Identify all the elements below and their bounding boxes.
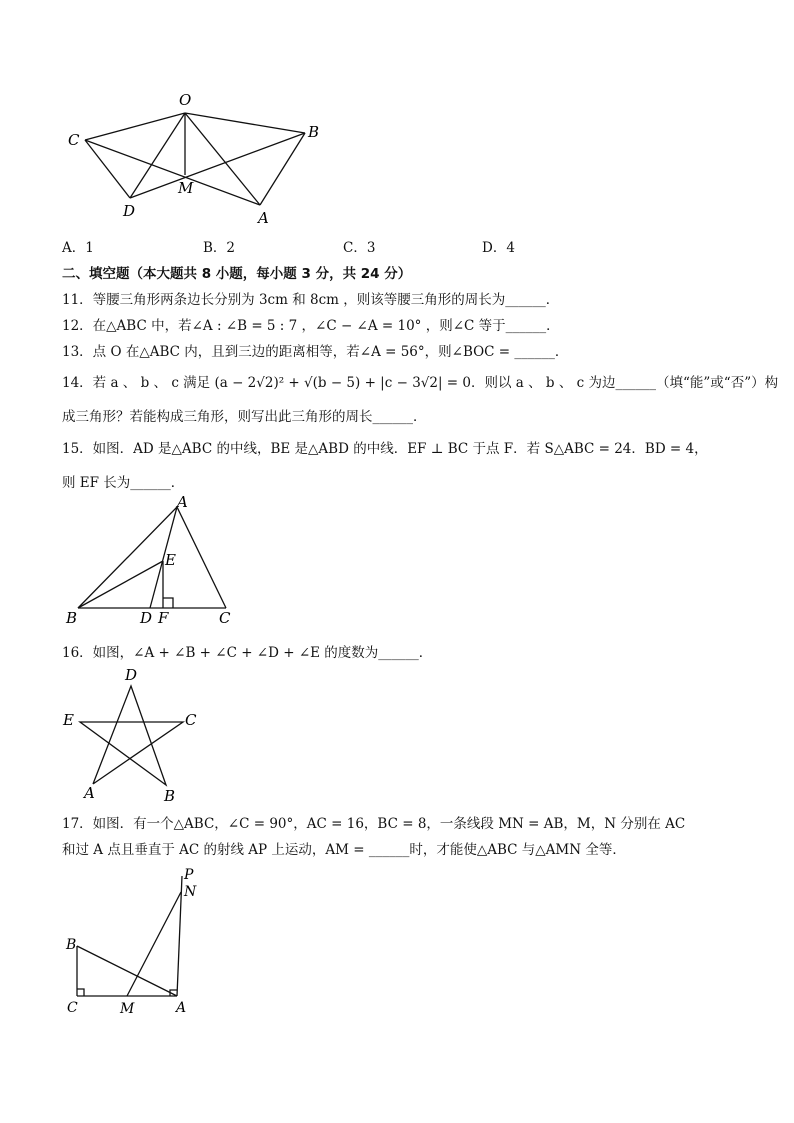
question-11: 11．等腰三角形两条边长分别为 3cm 和 8cm ，则该等腰三角形的周长为______． xyxy=(62,292,560,308)
figure-q15 xyxy=(62,495,247,630)
question-13: 13．点 O 在△ABC 内，且到三边的距离相等，若∠A = 56°，则∠BOC = ______． xyxy=(62,344,569,360)
figure-q10 xyxy=(55,85,340,230)
label-P: P xyxy=(184,867,194,883)
question-15-line1: 15．如图．AD 是△ABC 的中线，BE 是△ABD 的中线．EF ⊥ BC 于点 F．若 S△ABC = 24．BD = 4， xyxy=(62,441,708,457)
label-B: B xyxy=(66,609,78,627)
label-D: D xyxy=(125,666,138,684)
question-12: 12．在△ABC 中，若∠A : ∠B = 5 : 7 ，∠C − ∠A = 10° ，则∠C 等于______． xyxy=(62,318,560,334)
label-A: A xyxy=(258,209,269,227)
question-17-line2: 和过 A 点且垂直于 AC 的射线 AP 上运动，AM = ______时，才能使△ABC 与△AMN 全等． xyxy=(62,842,626,858)
option-c: C．3 xyxy=(343,240,376,256)
label-F: F xyxy=(158,609,169,627)
label-C: C xyxy=(68,131,80,149)
label-C: C xyxy=(185,711,197,729)
label-M: M xyxy=(178,179,194,197)
label-C: C xyxy=(219,609,231,627)
option-a: A．1 xyxy=(62,240,94,256)
figure-q16 xyxy=(58,665,208,805)
label-A: A xyxy=(176,1000,187,1016)
label-O: O xyxy=(179,91,192,109)
label-C: C xyxy=(67,1000,78,1016)
label-D: D xyxy=(123,202,136,220)
question-16: 16．如图，∠A + ∠B + ∠C + ∠D + ∠E 的度数为______． xyxy=(62,645,433,661)
question-17-line1: 17．如图．有一个△ABC，∠C = 90°，AC = 16，BC = 8，一条线段 MN = AB，M，N 分别在 AC xyxy=(62,816,686,832)
figure-q17 xyxy=(60,862,210,1022)
label-B: B xyxy=(164,787,176,805)
question-15-line2: 则 EF 长为______． xyxy=(62,475,185,491)
label-A: A xyxy=(177,495,188,511)
label-M: M xyxy=(120,1001,135,1017)
section-title: 二、填空题（本大题共 8 小题，每小题 3 分，共 24 分） xyxy=(62,266,412,282)
label-D: D xyxy=(140,609,153,627)
label-A: A xyxy=(84,784,95,802)
label-E: E xyxy=(63,711,74,729)
option-b: B．2 xyxy=(203,240,236,256)
label-E: E xyxy=(165,551,176,569)
option-d: D．4 xyxy=(482,240,515,256)
question-14-line2: 成三角形？若能构成三角形，则写出此三角形的周长______． xyxy=(62,409,427,425)
label-B: B xyxy=(66,937,77,953)
label-B: B xyxy=(308,123,320,141)
question-14-line1: 14．若 a 、 b 、 c 满足 (a − 2√2)² + √(b − 5) + |c − 3√2| = 0．则以 a 、 b 、 c 为边______（填“能”或“否”）构 xyxy=(62,375,779,391)
label-N: N xyxy=(184,884,197,900)
